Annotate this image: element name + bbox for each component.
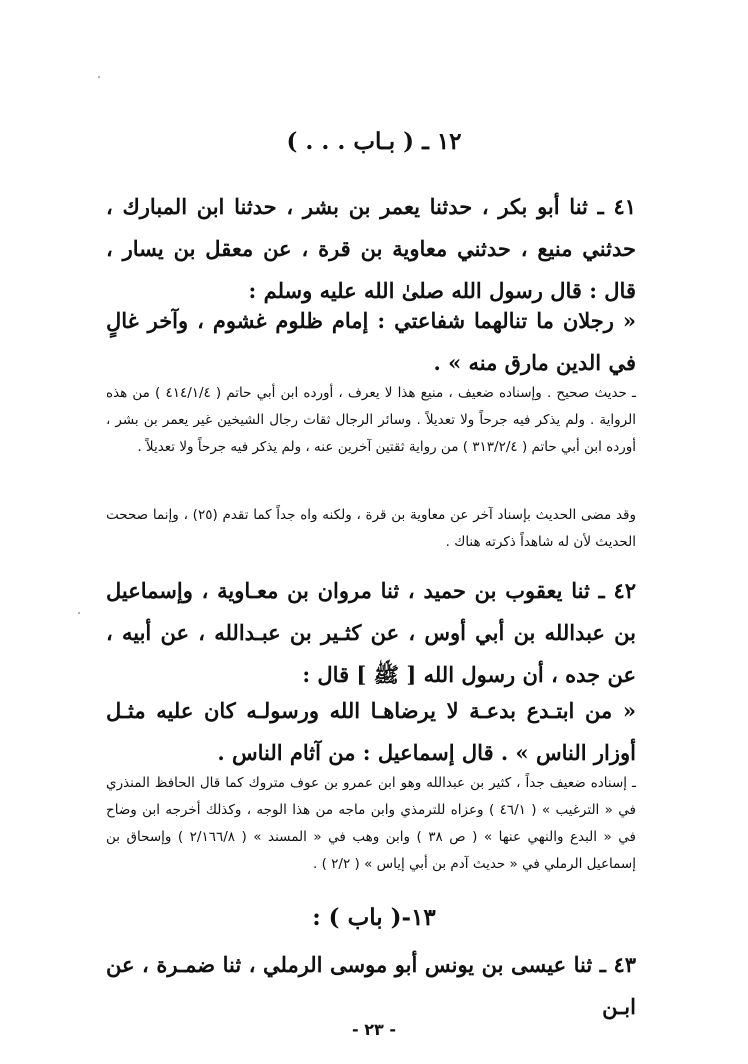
hadith-41-chain: ٤١ ـ ثنا أبو بكر ، حدثنا يعمر بن بشر ، حدثنا ابن المبارك ، حدثني منيع ، حدثني معاوية بن قرة ، عن معقل بن يسار ، قال : قال رسول الله صلىٰ الله عليه وسلم : (106, 194, 636, 303)
scan-speck (78, 612, 80, 614)
chapter-12-heading: ١٢ ـ ( بـاب . . . ) (286, 128, 462, 155)
page-number: - ٢٣ - (352, 1020, 396, 1039)
hadith-42-quote: « من ابتـدع بدعـة لا يرضاهـا الله ورسولـه كان عليه مثـل أوزار الناس » . قال إسماعيل : من آثام الناس . (106, 698, 636, 765)
scan-speck (98, 76, 100, 78)
hadith-42-chain: ٤٢ ـ ثنا يعقوب بن حميد ، ثنا مروان بن معـاوية ، وإسماعيل بن عبدالله بن أبي أوس ، عن كثـير بن عبـدالله ، عن أبيه ، عن جده ، أن رسول الله [ ﷺ ] قال : (106, 578, 636, 687)
hadith-43-chain: ٤٣ ـ ثنا عيسى بن يونس أبو موسى الرملي ، ثنا ضمـرة ، عن ابـن (106, 952, 636, 1019)
hadith-41-footnote-1: ـ حديث صحيح . وإسناده ضعيف ، منيع هذا لا يعرف ، أورده ابن أبي حاتم ( ٤١٤/١/٤ ) من هذه الرواية . ولم يذكر فيه جرحاً ولا تعديلاً . وسائر الرجال ثقات رجال الشيخين غير يعمر بن بشر ، أورده ابن أبي حاتم ( ٣١٣/٢/٤ ) من رواية ثقتين آخرين عنه ، ولم يذكر فيه جرحاً ولا تعديلاً . (106, 385, 636, 455)
hadith-41-footnote-2: وقد مضى الحديث بإسناد آخر عن معاوية بن قرة ، ولكنه واه جداً كما تقدم (٢٥) ، وإنما صححت الحديث لأن له شاهداً ذكرته هناك . (106, 507, 637, 550)
hadith-41-quote: « رجلان ما تنالهما شفاعتي : إمام ظلوم غشوم ، وآخر غالٍ في الدين مارق منه » . (106, 308, 636, 375)
chapter-13-heading: ١٣-( باب ) : (312, 904, 436, 931)
hadith-42-footnote: ـ إسناده ضعيف جداً ، كثير بن عبدالله وهو ابن عمرو بن عوف متروك كما قال الحافظ المنذري في « الترغيب » ( ٤٦/١ ) وعزاه للترمذي وابن ماجه من هذا الوجه ، وكذلك أخرجه ابن وضاح في « البدع والنهي عنها » ( ص ٣٨ ) وابن وهب في « المسند » ( ٢/١٦٦/٨ ) وإسحاق بن إسماعيل الرملي في « حديث آدم بن أبي إياس » ( ٢/٢ ) . (106, 775, 637, 872)
